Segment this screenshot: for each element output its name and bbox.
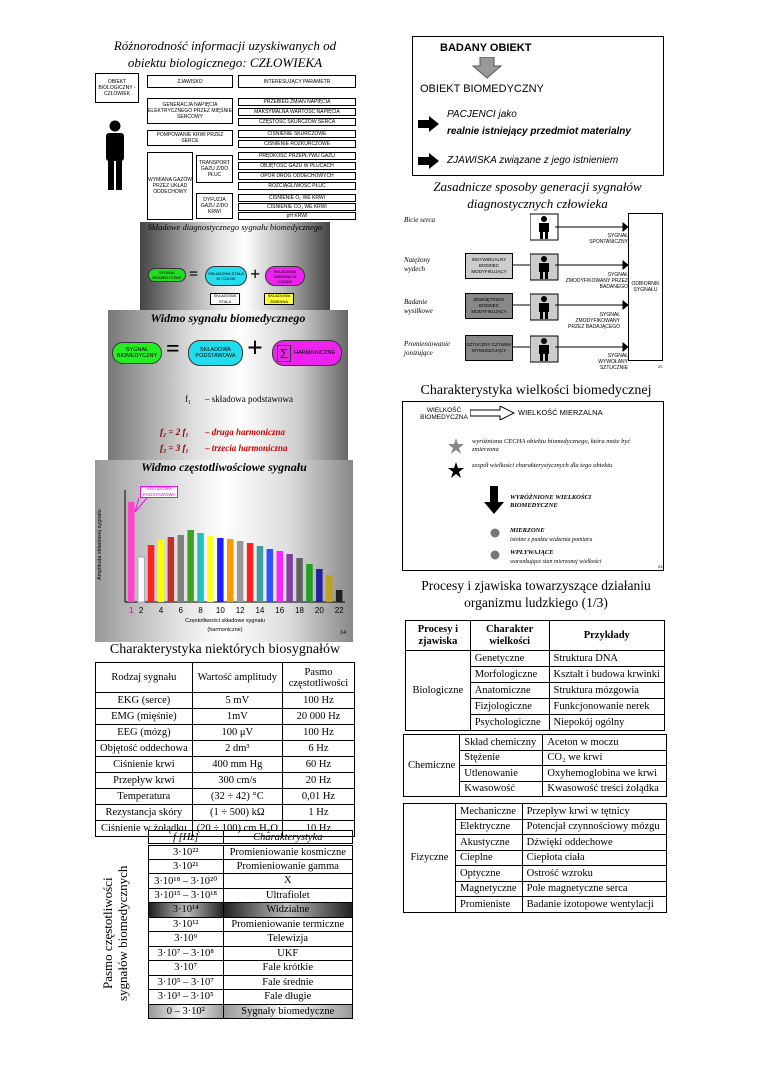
- object-box: OBIEKT BIOLOGICZNY - CZŁOWIEK: [95, 73, 139, 103]
- tick-label: 2: [138, 606, 144, 615]
- band-side-2: sygnałów biomedycznych: [115, 865, 130, 1001]
- table-cell: Promieniowanie gamma: [223, 859, 352, 874]
- bar-16: [277, 551, 284, 602]
- table-row: [149, 888, 353, 903]
- r3-c3: WYRÓŻNIONE WIELKOŚCI BIOMEDYCZNE: [510, 494, 592, 509]
- table-row: [96, 773, 355, 789]
- param: PRĘDKOŚĆ PRZEPŁYWU GAZU: [238, 152, 356, 160]
- tick-label: 22: [334, 606, 344, 615]
- table-cell: Akustyczne: [456, 835, 523, 851]
- spectrum-chart: [95, 460, 353, 642]
- bar-3: [148, 545, 155, 602]
- table-cell: Promieniste: [456, 897, 523, 913]
- down-arrow-icon: [484, 486, 504, 514]
- equals-sign: =: [189, 266, 199, 283]
- table-cell: 3·10⁹: [149, 932, 224, 947]
- phenomenon-voltage: GENERACJA NAPIĘCIA ELEKTRYCZNEGO PRZEZ MIĘŚNIE SERCOWY: [147, 98, 233, 124]
- table-cell: Utlenowanie: [460, 766, 543, 782]
- table-cell: 1 Hz: [282, 805, 354, 821]
- table-cell: CO₂ we krwi: [543, 750, 667, 766]
- table-cell: 100 μV: [192, 725, 282, 741]
- table-row: [149, 990, 353, 1005]
- category-cell: Chemiczne: [404, 735, 460, 797]
- process-table-bio: [405, 620, 665, 731]
- table-cell: (20 ÷ 100) cm H₂O: [192, 821, 282, 837]
- dot-icon: [490, 550, 500, 560]
- callout-pointer: [135, 498, 147, 512]
- dot-icon: [490, 528, 500, 538]
- bar-15: [267, 549, 274, 602]
- table-cell: 6 Hz: [282, 741, 354, 757]
- r3-frame: [402, 401, 664, 571]
- signal-pill: SYGNAŁ BIOMEDYCZNY: [148, 268, 186, 282]
- param: CZĘSTOŚĆ SKURCZÓW SERCA: [238, 118, 356, 126]
- table-header-row: [96, 663, 355, 693]
- bar-20: [316, 569, 323, 602]
- table-cell: Stężenie: [460, 750, 543, 766]
- r1-a2: ZJAWISKA związane z jego istnieniem: [447, 155, 619, 166]
- table-cell: Optyczne: [456, 866, 523, 882]
- plus-sign: +: [247, 333, 263, 364]
- table-row: [96, 789, 355, 805]
- table-cell: Temperatura: [96, 789, 193, 805]
- table-cell: 3·10⁷ – 3·10⁸: [149, 946, 224, 961]
- bar-13: [247, 543, 254, 602]
- table-cell: Ciśnienie krwi: [96, 757, 193, 773]
- var-pill: SKŁADOWA ZMIENNA W CZASIE: [265, 266, 305, 286]
- table-cell: Elektryczne: [456, 819, 523, 835]
- bar-11: [227, 539, 234, 602]
- r2-l3: Badanie wysiłkowe: [404, 298, 433, 315]
- table-cell: 3·10³ – 3·10⁵: [149, 990, 224, 1005]
- tick-label: 18: [295, 606, 305, 615]
- page-number: 14: [340, 630, 347, 636]
- bar-17: [286, 554, 293, 602]
- table-header-cell: Rodzaj sygnału: [96, 663, 193, 693]
- table-row: [96, 757, 355, 773]
- table-row: [149, 917, 353, 932]
- table-cell: Ostrość wzroku: [522, 866, 666, 882]
- tick-label: 10: [215, 606, 225, 615]
- right-arrow-icon: [418, 116, 440, 132]
- table-cell: Dźwięki oddechowe: [522, 835, 666, 851]
- r3-wm: WIELKOŚĆ MIERZALNA: [518, 408, 603, 417]
- table-cell: Niepokój ogólny: [549, 715, 664, 731]
- table-cell: Ultrafiolet: [223, 888, 352, 903]
- table-cell: 5 mV: [192, 693, 282, 709]
- table-row: [96, 709, 355, 725]
- bar-19: [306, 564, 313, 602]
- table-cell: Funkcjonowanie nerek: [549, 699, 664, 715]
- param: CIŚNIENIE CO₂ WE KRWI: [238, 203, 356, 211]
- table-cell: Kształt i budowa krwinki: [549, 667, 664, 683]
- stimulus-external: ZEWNĘTRZNY BODZIEC MODYFIKUJĄCY: [465, 293, 513, 319]
- bar-12: [237, 541, 244, 602]
- table-row: [96, 805, 355, 821]
- table-cell: Aceton w moczu: [543, 735, 667, 751]
- table-header-row: [149, 831, 353, 845]
- table-cell: 3·10²¹: [149, 859, 224, 874]
- out-modified-patient: SYGNAŁ ZMODYFIKOWANY PRZEZ BADANEGO: [565, 272, 628, 290]
- tick-label: 12: [235, 606, 245, 615]
- bar-10: [217, 538, 224, 602]
- table-cell: EKG (serce): [96, 693, 193, 709]
- table-cell: 0 – 3·10²: [149, 1004, 224, 1019]
- r3-c5: WPŁYWAJĄCE: [510, 549, 554, 556]
- const-pill: SKŁADOWA STAŁA W CZASIE: [205, 266, 247, 286]
- signal-pill: SYGNAŁ BIOMEDYCZNY: [112, 342, 162, 364]
- stimulus-individual: INDYWIDUALNY BODZIEC MODYFIKUJĄCY: [465, 253, 513, 279]
- table-cell: 300 cm/s: [192, 773, 282, 789]
- table-row: [149, 932, 353, 947]
- tick-label: 4: [158, 606, 164, 615]
- table-cell: Anatomiczne: [470, 683, 549, 699]
- table-header-cell: Charakterystyka: [223, 831, 352, 845]
- r1-obj: OBIEKT BIOMEDYCZNY: [420, 83, 544, 95]
- bar-7: [187, 530, 194, 602]
- table-header-cell: Wartość amplitudy: [192, 663, 282, 693]
- table-cell: Mechaniczne: [456, 804, 523, 820]
- r1-a1b: realnie istniejący przedmiot materialny: [447, 126, 631, 137]
- table-cell: Fale długie: [223, 990, 352, 1005]
- bar-2: [138, 557, 145, 602]
- process-table-chem: [403, 734, 667, 797]
- person-icon: [104, 120, 126, 192]
- slide2-title: Składowe diagnostycznego sygnału biomedycznego: [147, 222, 323, 232]
- biosignal-table: [95, 662, 355, 837]
- star-icon-black: [448, 462, 464, 478]
- table-cell: Kwasowość: [460, 781, 543, 797]
- table-cell: 100 Hz: [282, 693, 354, 709]
- chart-xlabel: Częstotliwości składowe sygnału: [185, 618, 265, 624]
- table-header-cell: Pasmo częstotliwości: [282, 663, 354, 693]
- table-cell: 0,01 Hz: [282, 789, 354, 805]
- r4-title: Procesy i zjawiska towarzyszące działaniu organizmu ludzkiego (1/3): [421, 578, 651, 610]
- down-arrow-icon: [472, 57, 502, 79]
- out-forced: SYGNAŁ WYWOŁANY SZTUCZNIE: [598, 353, 628, 371]
- tick-label: 8: [198, 606, 203, 615]
- param: pH KRWI: [238, 212, 356, 220]
- tick-label: 16: [275, 606, 285, 615]
- r1-title: BADANY OBIEKT: [440, 42, 532, 54]
- table-cell: Pole magnetyczne serca: [522, 881, 666, 897]
- r3-c4b: istotne z punktu widzenia pomiaru: [510, 537, 593, 543]
- table-row: [404, 804, 667, 820]
- table-cell: X: [223, 874, 352, 889]
- table-row: [149, 845, 353, 860]
- table-cell: Magnetyczne: [456, 881, 523, 897]
- table-row: [149, 975, 353, 990]
- table-cell: 1mV: [192, 709, 282, 725]
- table-cell: Skład chemiczny: [460, 735, 543, 751]
- table-cell: Promieniowanie kosmiczne: [223, 845, 352, 860]
- table-cell: Przepływ krwi: [96, 773, 193, 789]
- table-row: [149, 961, 353, 976]
- out-modified-examiner: SYGNAŁ ZMODYFIKOWANY PRZEZ BADAJĄCEGO: [568, 312, 620, 330]
- table-cell: (1 ÷ 500) kΩ: [192, 805, 282, 821]
- table-row: [96, 741, 355, 757]
- table-cell: Struktura DNA: [549, 651, 664, 667]
- table-cell: 400 mm Hg: [192, 757, 282, 773]
- param: CIŚNIENIE SKURCZOWE: [238, 130, 356, 138]
- table-row: [149, 1004, 353, 1019]
- f1-desc: – składowa podstawowa: [205, 394, 293, 404]
- table-cell: Genetyczne: [470, 651, 549, 667]
- chart-xlabel2: (harmoniczne): [207, 627, 243, 633]
- table-cell: 3·10¹⁸ – 3·10²⁰: [149, 874, 224, 889]
- table-cell: Objętość oddechowa: [96, 741, 193, 757]
- r3-title: Charakterystyka wielkości biomedycznej: [420, 383, 652, 398]
- star-icon-gray: [448, 438, 464, 454]
- bar-1: [128, 502, 135, 602]
- table-header-cell: f [Hz]: [149, 831, 224, 845]
- f1: f₁: [185, 394, 192, 404]
- table-header-cell: Charakter wielkości: [470, 621, 549, 651]
- tick-label: 20: [314, 606, 324, 615]
- bar-14: [257, 546, 264, 602]
- table-cell: 20 Hz: [282, 773, 354, 789]
- process-table-fiz: [403, 803, 667, 913]
- table-row: [96, 693, 355, 709]
- table-row: [149, 859, 353, 874]
- table-cell: Morfologiczne: [470, 667, 549, 683]
- table-cell: 100 Hz: [282, 725, 354, 741]
- table-cell: Cieplne: [456, 850, 523, 866]
- tick-label: 1: [129, 606, 134, 615]
- r2-l4: Promieniowanie jonizujące: [404, 340, 451, 357]
- right-arrow-icon: [470, 406, 515, 420]
- band-table: [148, 830, 353, 1019]
- table-cell: 3·10¹²: [149, 917, 224, 932]
- table-cell: EMG (mięśnie): [96, 709, 193, 725]
- r2-title: Zasadnicze sposoby generacji sygnałów diagnostycznych człowieka: [433, 179, 642, 211]
- tick-label: 14: [255, 606, 265, 615]
- harm-label: HARMONICZNE: [294, 350, 335, 356]
- r2-l1: Bicie serca: [404, 216, 436, 224]
- f2-desc: – druga harmoniczna: [205, 427, 286, 437]
- table-cell: 2 dm³: [192, 741, 282, 757]
- table-cell: Rezystancja skóry: [96, 805, 193, 821]
- table-row: [149, 874, 353, 889]
- param: ROZCIĄGLIWOŚĆ PŁUC: [238, 182, 356, 190]
- bar-6: [178, 535, 185, 602]
- header-parameter: INTERESUJĄCY PARAMETR: [238, 75, 356, 88]
- param: MAKSYMALNA WARTOŚĆ NAPIĘCIA: [238, 108, 356, 116]
- right-arrow-icon: [418, 153, 440, 169]
- slide3-background: [108, 310, 348, 460]
- slide3-title: Widmo sygnału biomedycznego: [150, 311, 306, 325]
- table-row: [406, 651, 665, 667]
- table-header-row: [406, 621, 665, 651]
- table-cell: Widzialne: [223, 903, 352, 918]
- r1-a1: PACJENCI jako: [447, 109, 517, 120]
- header-phenomenon: ZJAWISKO: [147, 75, 233, 88]
- table-cell: 60 Hz: [282, 757, 354, 773]
- r3-c2: zespół wielkości charakterystycznych dla tego obiektu: [472, 462, 613, 469]
- param: OPÓR DRÓG ODDECHOWYCH: [238, 172, 356, 180]
- bar-4: [158, 540, 165, 602]
- table-cell: (32 ÷ 42) °C: [192, 789, 282, 805]
- equals-sign: =: [166, 336, 180, 362]
- table-cell: Fizjologiczne: [470, 699, 549, 715]
- r3-c1: wyróżniona CECHA obiektu biomedycznego, która może być zmierzona: [472, 438, 631, 453]
- phenomenon-gas: WYMIANA GAZÓW PRZEZ UKŁAD ODDECHOWY: [147, 152, 193, 220]
- table-cell: EEG (mózg): [96, 725, 193, 741]
- r2-l2: Natężony wydech: [404, 256, 431, 273]
- table-row: [404, 735, 667, 751]
- table-cell: UKF: [223, 946, 352, 961]
- table-cell: 3·10¹⁴: [149, 903, 224, 918]
- sigma-icon: Σ: [277, 345, 291, 362]
- table-cell: 3·10¹⁵ – 3·10¹⁸: [149, 888, 224, 903]
- chart-title: Widmo częstotliwościowe sygnału: [141, 460, 307, 474]
- f2: f₂ = 2 f₁: [160, 427, 189, 437]
- table-cell: 3·10⁵ – 3·10⁷: [149, 975, 224, 990]
- table-cell: 3·10⁷: [149, 961, 224, 976]
- out-spontaneous: SYGNAŁ SPONTANICZNY: [589, 233, 628, 245]
- biosignal-title: Charakterystyka niektórych biosygnałów: [109, 642, 341, 657]
- table-header-cell: Procesy i zjawiska: [406, 621, 471, 651]
- param: CIŚNIENIE ROZKURCZOWE: [238, 140, 356, 148]
- const-label: SKŁADOWA STAŁA: [210, 293, 240, 305]
- gas-transport: TRANSPORT GAZU Z/DO PŁUC: [196, 155, 233, 183]
- bar-8: [197, 533, 204, 602]
- bar-5: [168, 537, 175, 602]
- table-cell: Telewizja: [223, 932, 352, 947]
- table-cell: Badanie izotopowe wentylacji: [522, 897, 666, 913]
- factor-artificial: SZTUCZNY CZYNNIK WYMUSZAJĄCY: [465, 335, 513, 361]
- phenomenon-pumping: POMPOWANIE KRWI PRZEZ SERCE: [147, 130, 233, 146]
- signal-receiver: ODBIORNIK SYGNAŁU: [628, 213, 663, 361]
- f3: f₃ = 3 f₁: [160, 443, 189, 453]
- table-cell: Struktura mózgowia: [549, 683, 664, 699]
- table-cell: Potencjał czynnościowy mózgu: [522, 819, 666, 835]
- plus-sign: +: [250, 264, 261, 284]
- table-cell: Oxyhemoglobina we krwi: [543, 766, 667, 782]
- r2-page: 20: [658, 364, 663, 369]
- var-label: SKŁADOWA ZMIENNA: [264, 293, 294, 305]
- table-cell: Przepływ krwi w tętnicy: [522, 804, 666, 820]
- param: OBJĘTOŚĆ GAZU W PŁUCACH: [238, 162, 356, 170]
- table-cell: Ciepłota ciała: [522, 850, 666, 866]
- table-cell: Sygnały biomedyczne: [223, 1004, 352, 1019]
- table-cell: Ciśnienie w żołądku: [96, 821, 193, 837]
- bar-21: [326, 575, 333, 602]
- r3-c5b: warunkujące stan mierzonej wielkości: [510, 559, 602, 565]
- band-side-1: Pasmo częstotliwości: [100, 877, 115, 989]
- bar-22: [336, 590, 343, 602]
- table-cell: 3·10²²: [149, 845, 224, 860]
- table-cell: 10 Hz: [282, 821, 354, 837]
- param: PRZEBIEG ZMIAN NAPIĘCIA: [238, 98, 356, 106]
- category-cell: Biologiczne: [406, 651, 471, 731]
- chart-ylabel: Amplituda składowej sygnału: [97, 509, 103, 581]
- r3-wb: WIELKOŚĆ BIOMEDYCZNA: [420, 407, 468, 421]
- f3-desc: – trzecia harmoniczna: [205, 443, 288, 453]
- slide1-title: Różnorodność informacji uzyskiwanych od obiektu biologicznego: CZŁOWIEKA: [113, 38, 337, 70]
- gas-diffusion: DYFUZJA GAZU Z/DO KRWI: [196, 193, 233, 219]
- table-row: [96, 725, 355, 741]
- table-cell: Fale krótkie: [223, 961, 352, 976]
- table-cell: Kwasowość treści żołądka: [543, 781, 667, 797]
- r3-c4: MIERZONE: [510, 527, 545, 534]
- table-header-cell: Przykłady: [549, 621, 664, 651]
- table-row: [149, 903, 353, 918]
- table-cell: 20 000 Hz: [282, 709, 354, 725]
- bar-18: [296, 558, 303, 602]
- param: CIŚNIENIE O₂ WE KRWI: [238, 194, 356, 202]
- table-cell: Fale średnie: [223, 975, 352, 990]
- table-cell: Psychologiczne: [470, 715, 549, 731]
- category-cell: Fizyczne: [404, 804, 456, 913]
- band-sidebar: [100, 848, 136, 1018]
- table-cell: Promieniowanie termiczne: [223, 917, 352, 932]
- table-row: [149, 946, 353, 961]
- base-pill: SKŁADOWA PODSTAWOWA: [188, 340, 243, 366]
- tick-label: 6: [178, 606, 183, 615]
- chart-callout: SKŁADOWA PODSTAWOWA: [140, 486, 178, 498]
- harm-pill: [272, 340, 342, 366]
- r3-page: 23: [658, 564, 663, 569]
- bar-9: [207, 536, 214, 602]
